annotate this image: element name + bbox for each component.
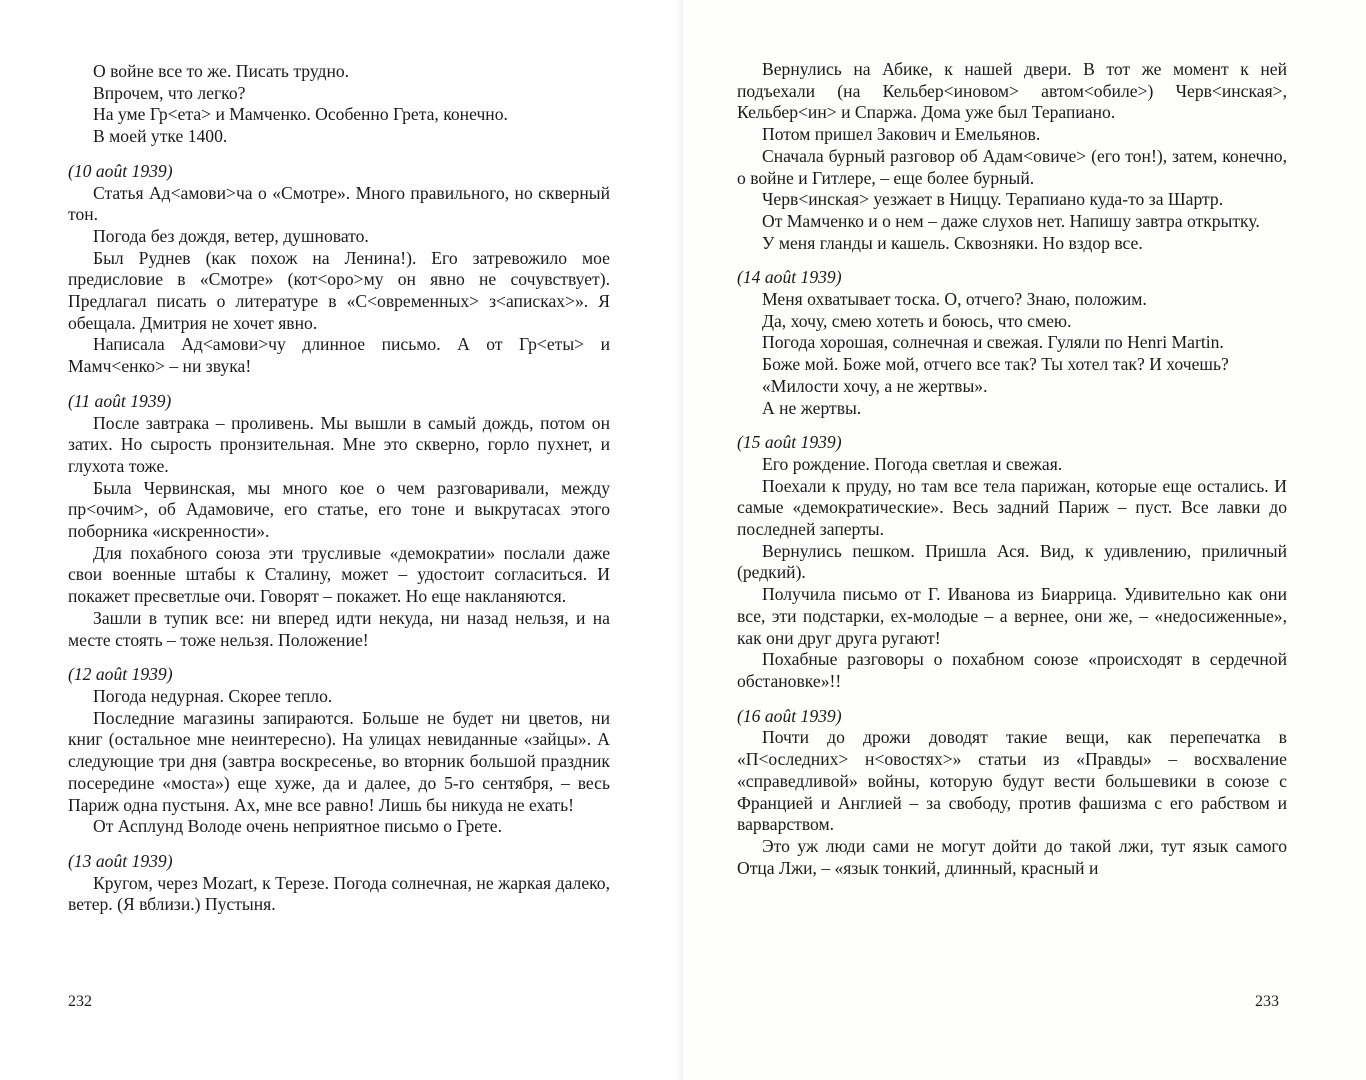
paragraph: Похабные разговоры о похабном союзе «происходят в сердечной обстановке»!! (737, 649, 1287, 691)
paragraph: Была Червинская, мы много кое о чем разговаривали, между пр<очим>, об Адамовиче, его статье, его тоне и выкрутасах этого поборника «искренности». (68, 477, 610, 542)
diary-entry (68, 664, 610, 838)
diary-entry (68, 391, 610, 651)
page-number: 233 (1255, 993, 1279, 1010)
diary-entry (68, 851, 610, 916)
diary-entry (737, 706, 1287, 880)
entry-date: (15 août 1939) (737, 432, 842, 453)
paragraph: О войне все то же. Писать трудно. (93, 61, 350, 81)
paragraph: Почти до дрожи доводят такие вещи, как перепечатка в «П<оследних> н<овостях>» статьи из «Правды» – восхваление «справедливой» войны, которую будут вести большевики в союзе с Францией и Англией – за свободу, против фашизма с его рабством и варварством. (737, 727, 1287, 835)
paragraph: Погода хорошая, солнечная и свежая. Гуляли по Henri Martin. (762, 332, 1224, 353)
entry-date: (12 août 1939) (68, 664, 173, 685)
entry-date: (16 août 1939) (737, 705, 842, 726)
diary-entry (737, 267, 1287, 419)
paragraph: Поехали к пруду, но там все тела парижан, которые еще остались. И самые «демократические». Весь задний Париж – пуст. Все лавки до последней заперты. (737, 475, 1287, 540)
paragraph: Статья Ад<амови>ча о «Смотре». Много правильного, но скверный тон. (68, 182, 610, 225)
paragraph: Это уж люди сами не могут дойти до такой лжи, тут язык самого Отца Лжи, – «язык тонкий, длинный, красный и (737, 835, 1287, 878)
paragraph: А не жертвы. (762, 397, 862, 418)
paragraph: Впрочем, что легко? (93, 82, 246, 103)
paragraph: На уме Гр<ета> и Мамченко. Особенно Грета, конечно. (93, 104, 508, 125)
entry-date: (14 août 1939) (737, 267, 842, 288)
paragraph: Потом пришел Закович и Емельянов. (762, 124, 1041, 145)
diary-entry (737, 59, 1287, 254)
paragraph: Сначала бурный разговор об Адам<овиче> (его тон!), затем, конечно, о войне и Гитлере, – еще более бурный. (737, 145, 1287, 188)
paragraph: Вернулись пешком. Пришла Ася. Вид, к удивлению, приличный (редкий). (737, 540, 1287, 583)
paragraph: Да, хочу, смею хотеть и боюсь, что смею. (762, 310, 1072, 331)
paragraph: «Милости хочу, а не жертвы». (762, 375, 988, 396)
paragraph: От Мамченко и о нем – даже слухов нет. Напишу завтра открытку. (762, 210, 1260, 231)
paragraph: Погода недурная. Скорее тепло. (93, 685, 333, 706)
entry-date: (10 août 1939) (68, 160, 173, 181)
paragraph: Последние магазины запираются. Больше не будет ни цветов, ни книг (остальное мне неинтересно). На улицах невиданные «зайцы». А следующие три дня (завтра воскресенье, во вторник большой праздник посередине «моста») еще хуже, да и далее, до 5-го сентября, – весь Париж одна пустыня. Ах, мне все равно! Лишь бы никуда не ехать! (68, 707, 610, 815)
paragraph: Кругом, через Mozart, к Терезе. Погода солнечная, не жаркая далеко, ветер. (Я вблизи.) Пустыня. (68, 872, 610, 915)
paragraph: После завтрака – проливень. Мы вышли в самый дождь, потом он затих. Но сырость пронзительная. Мне это скверно, горло пухнет, и глухота тоже. (68, 412, 610, 476)
right-page (683, 0, 1366, 1080)
paragraph: Его рождение. Погода светлая и свежая. (762, 453, 1063, 474)
entry-date: (13 août 1939) (68, 850, 173, 871)
paragraph: Для похабного союза эти трусливые «демократии» послали даже свои военные штабы к Сталину, может – удостоит согласиться. И покажет пресветлые очи. Говорят – покажет. Но еще накланяются. (68, 542, 610, 607)
paragraph: Получила письмо от Г. Иванова из Биаррица. Удивительно как они все, эти подстарки, ех-молодые – а вернее, они же, – «недосиженные», как они друг друга ругают! (737, 584, 1287, 648)
paragraph: Боже мой. Боже мой, отчего все так? Ты хотел так? И хочешь? (762, 354, 1229, 375)
page-number: 232 (68, 993, 92, 1010)
paragraph: У меня гланды и кашель. Сквозняки. Но вздор все. (762, 232, 1143, 253)
paragraph: В моей утке 1400. (93, 126, 228, 147)
paragraph: Был Руднев (как похож на Ленина!). Его затревожило мое предисловие в «Смотре» (кот<оро>му он явно не сочувствует). Предлагал писать о литературе в «С<овременных> з<аписках>». Я обещала. Дмитрия не хочет явно. (68, 247, 610, 333)
paragraph: Черв<инская> уезжает в Ниццу. Терапиано куда-то за Шартр. (762, 189, 1224, 210)
diary-entry (68, 161, 610, 378)
diary-entry (68, 61, 610, 148)
paragraph: Меня охватывает тоска. О, отчего? Знаю, положим. (762, 289, 1147, 310)
paragraph: От Асплунд Володе очень неприятное письмо о Грете. (93, 816, 503, 837)
paragraph: Вернулись на Абике, к нашей двери. В тот же момент к ней подъехали (на Кельбер<иновом> автом<обиле>) Черв<инская>, Кельбер<ин> и Спаржа. Дома уже был Терапиано. (737, 59, 1287, 123)
left-page-text (68, 61, 610, 925)
entry-date: (11 août 1939) (68, 390, 172, 411)
diary-entry (737, 432, 1287, 692)
paragraph: Зашли в тупик все: ни вперед идти некуда, ни назад нельзя, и на месте стоять – тоже нельзя. Положение! (68, 607, 610, 650)
paragraph: Написала Ад<амови>чу длинное письмо. А от Гр<еты> и Мамч<енко> – ни звука! (68, 334, 610, 377)
right-page-text (737, 59, 1287, 888)
paragraph: Погода без дождя, ветер, душновато. (93, 225, 369, 246)
